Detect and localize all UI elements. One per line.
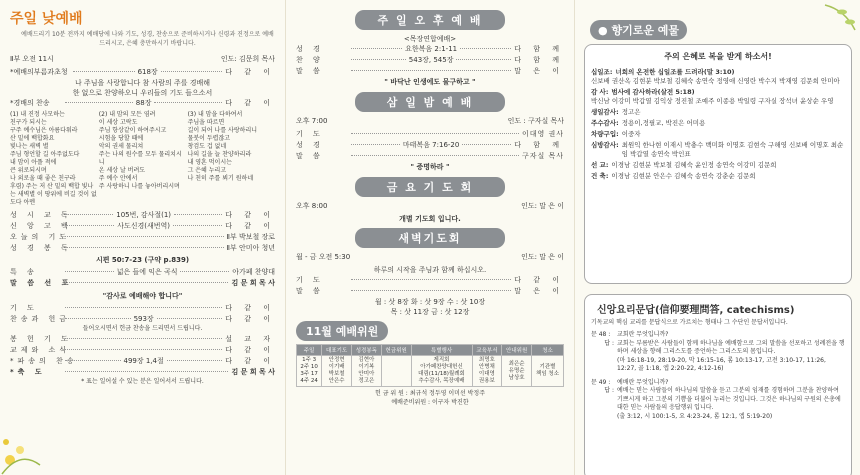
- order-row: [10, 314, 275, 325]
- offering-kind: 감 사:: [591, 88, 609, 96]
- catechism-reference: [591, 413, 845, 422]
- order-row: [10, 367, 275, 378]
- order-row: [296, 44, 564, 55]
- offerings-heading: 주의 은혜로 복을 받게 하소서!: [664, 52, 772, 61]
- committee-header: 대표기도: [322, 345, 352, 356]
- scripture-reference: 시편 50:7-23 (구약 p.839): [95, 256, 190, 264]
- committee-cell: 김현아 이기복 안미아 정고은: [351, 356, 381, 387]
- order-label: 말 씀 선 포: [10, 279, 73, 287]
- order-label: 성 경: [296, 45, 324, 53]
- dawn-prayer-banner: 새벽기도회: [355, 228, 505, 248]
- afternoon-sermon-title: " 바닥난 인생에도 물구하고 ": [384, 78, 476, 86]
- order-who: 다 함 께: [514, 141, 564, 149]
- order-detail: 요한복음 2:1-11: [405, 45, 458, 53]
- order-row: [10, 278, 275, 289]
- order-label: 신 앙 고 백: [10, 222, 72, 230]
- order-label: 특 송: [10, 268, 38, 276]
- wednesday-leader: 인도 : 구자실 목사: [507, 117, 564, 125]
- offering-kind: 생일감사:: [591, 108, 619, 116]
- order-row: [296, 151, 564, 162]
- question-text: 교회란 무엇입니까?: [617, 331, 669, 338]
- catechism-question: [591, 379, 845, 388]
- catechism-answer: [591, 340, 845, 357]
- order-row: [296, 55, 564, 66]
- order-label: 말 씀: [296, 287, 324, 295]
- catechism-reference: [591, 357, 845, 374]
- offering-names: 이중자: [621, 130, 641, 138]
- order-label: 찬 양: [296, 56, 324, 64]
- order-label: 성 경: [296, 141, 324, 149]
- order-label: 기 도: [296, 276, 324, 284]
- offering-verse: 너희의 온전한 십일조를 드려라(말 3:10): [615, 68, 735, 76]
- morning-meta: [10, 54, 275, 64]
- standing-footnote: * 표는 일어설 수 있는 분은 일어서서 드립니다.: [81, 377, 204, 385]
- dawn-meta: [296, 252, 564, 262]
- hymn-lyrics: [10, 111, 275, 207]
- committee-header: 안내위원: [502, 345, 532, 356]
- catechism-title: 신앙요리문답(信仰要理問答, catechisms): [597, 305, 795, 316]
- offerings-panel: [578, 0, 860, 475]
- order-who: 다 같 이: [225, 315, 275, 323]
- offering-kind: 십일조:: [591, 68, 613, 76]
- offering-names: 정고은: [621, 108, 641, 116]
- wednesday-time: 오후 7:00: [296, 117, 328, 125]
- dawn-note: 하루의 시작을 주님과 함께 하십시오.: [373, 266, 487, 274]
- offering-row: [591, 141, 845, 159]
- order-row: [296, 286, 564, 297]
- order-detail: 543장, 545장: [408, 56, 454, 64]
- answer-text: 교회는 부름받은 사람들이 함께 하나님을 예배함으로 그의 말씀을 선포하고 성례전을 행하며 세상을 향해 그리스도를 증언하는 그리스도의 몸입니다.: [617, 339, 845, 355]
- order-who: 다 함 께: [514, 45, 565, 53]
- reference-text: (출 3:12, 시 100:1-5, 요 4:23-24, 롬 12:1, 엡 5:19-20): [617, 412, 773, 420]
- leaf-decoration-icon: [820, 0, 860, 40]
- wednesday-sermon-title: " 증명하라 ": [410, 163, 450, 171]
- call-text-1: 나 주님을 사랑합니다 참 사람의 주를 경배해: [74, 79, 211, 87]
- offering-row: [591, 172, 845, 181]
- service-time: Ⅱ부 오전 11시: [10, 55, 54, 63]
- answer-label: 답 :: [604, 387, 614, 394]
- order-who: 김 문 희 목 사: [231, 367, 275, 376]
- hymn-verse-1: (1) 내 진정 사모하는 친구가 되시는 구주 예수님은 아름다워라 산 밑에 백합화요 빛나는 새벽 별 주님 형언할 길 아주없도다 내 맘이 아플 적에 큰 위로되시며 나 외로울 때 좋은 친구라 후렴) 주는 저 산 밑의 백합 빛나는 새벽별 이 땅위에 비길 것이 없도다 아멘: [10, 111, 97, 206]
- offering-note: 들어오시면서 헌금 찬송을 드리면서 드립니다.: [82, 325, 203, 332]
- answer-label: 답 :: [604, 339, 614, 347]
- order-label: 성 경 봉 독: [10, 244, 72, 252]
- call-text-2: 한 없으로 찬양하오니 우리들의 기도 들으소서: [72, 89, 213, 97]
- order-who: 다 같 이: [225, 222, 276, 230]
- committee-header: 교육부서: [472, 345, 502, 356]
- order-detail: 넓은 들에 익은 곡식: [116, 268, 178, 276]
- question-text: 예배란 무엇입니까?: [617, 378, 669, 386]
- morning-intro: 예배드리기 10분 전까지 예배당에 나와 기도, 성경, 찬송으로 준비하시거나 신령과 진정으로 예배드리시고, 은혜 충만하시기 바랍니다.: [21, 31, 274, 47]
- catechism-box: [584, 294, 852, 475]
- committee-cell: 안정현 이기배 박보철 안은수: [322, 356, 352, 387]
- order-row: [296, 129, 564, 140]
- friday-prayer-banner: 금 요 기 도 회: [355, 177, 505, 197]
- table-row: [297, 356, 564, 387]
- question-number: 문 48 :: [591, 331, 611, 338]
- service-leader: 인도: 김문희 목사: [220, 55, 275, 63]
- offering-names: 신보배 권산옥 김현분 박보철 김혜숙 송연숙 정영애 신영란 박수지 박재영 김문희 안미아: [591, 77, 840, 85]
- panel-divider: [574, 0, 575, 475]
- friday-note: 개별 기도회 입니다.: [399, 215, 461, 223]
- order-row: [10, 267, 275, 278]
- order-label: 찬송과 헌금: [10, 315, 71, 323]
- committee-cell: 제직회 아가페찬양대헌신 대림(11/18)월례회 추수감사, 목장예배: [411, 356, 472, 387]
- order-who: 다 같 이: [225, 68, 275, 76]
- order-who: 구자실 목사: [521, 152, 564, 160]
- offering-kind: 건 축:: [591, 172, 609, 180]
- catechism-question: [591, 331, 845, 340]
- committee-header: 주일: [297, 345, 322, 356]
- order-row: [10, 303, 275, 314]
- order-who: 다 같 이: [225, 304, 275, 312]
- committee-cell: [381, 356, 411, 387]
- offering-verse: 범사에 감사하라(살전 5:18): [611, 88, 695, 96]
- offering-row: [591, 161, 845, 170]
- order-label: *예배의부름과초청: [10, 68, 68, 76]
- order-who: 다 같 이: [514, 276, 564, 284]
- order-row: [10, 356, 275, 367]
- order-label: 오늘의 기도: [10, 233, 71, 241]
- afternoon-service-banner: 주 일 오 후 예 배: [355, 10, 505, 30]
- order-label: 말 씀: [296, 67, 324, 75]
- friday-meta: [296, 201, 564, 211]
- hymn-verse-2: (2) 내 맘의 모든 염려 이 세상 고락도 주님 항상같이 하여주시고 시험을 당할 때에 악의 권세 물리쳐 주는 나의 원수를 모두 물리치시니 온 세상 날 버려도 주 예수 안에서 주 사랑하니 나를 놓아버리시며: [98, 111, 182, 190]
- panel-divider: [285, 0, 286, 475]
- flower-decoration-icon: [0, 410, 60, 475]
- offerings-title: [590, 20, 687, 40]
- order-row: [296, 66, 564, 77]
- offerings-box: [584, 44, 852, 284]
- catechism-answer: [591, 387, 845, 413]
- offerings-title-text: 향기로운 예물: [611, 24, 680, 37]
- order-who: 설 교 자: [225, 334, 275, 343]
- other-services-panel: [290, 0, 570, 475]
- offering-row: [591, 88, 845, 97]
- order-row: [10, 210, 275, 221]
- order-who: 이대영 권사: [521, 130, 564, 138]
- order-label: *축 도: [10, 367, 46, 376]
- sermon-title: "감사로 예배해야 합니다": [102, 292, 183, 300]
- afternoon-subtitle: <목장연합예배>: [403, 35, 457, 43]
- order-label: 봉 헌 기 도: [10, 334, 72, 343]
- question-number: 문 49 :: [591, 378, 611, 386]
- order-row: [10, 334, 275, 345]
- order-who: 김 문 희 목 사: [231, 279, 275, 287]
- offering-kind: 차량구입:: [591, 130, 619, 138]
- offering-names: 정용이,정필교, 박진은 어미용: [621, 119, 706, 127]
- order-detail: 88장: [135, 99, 152, 107]
- committee-cell: 기관별 책임 청소: [532, 356, 564, 387]
- hymn-verse-3: (3) 내 맘을 다하여서 주님을 따르면 길이 되어 나를 사랑하리니 물붓이 두렵잖고 창검도 겁 없네 나의 길을 늘 찬양하리라 내 영혼 먹이시는 그 은혜 누리고 나 친히 주를 뵈기 원하네: [187, 111, 258, 182]
- offering-kind: 심방감사:: [591, 141, 619, 149]
- order-detail: 마태복음 7:16-20: [402, 141, 460, 149]
- order-who: 다 함 께: [514, 56, 565, 64]
- friday-leader: 인도: 말 은 이: [521, 202, 564, 210]
- order-who: 말 은 이: [514, 287, 564, 295]
- order-label: *파송의 찬송: [10, 356, 78, 365]
- order-row: [10, 98, 275, 109]
- offering-row: [591, 119, 845, 128]
- order-row: [10, 232, 275, 243]
- offering-names: 박신남 이강미 박갑열 김익상 정진철 조예주 이종용 박일령 구자실 장석녀 윤상순 우영: [591, 97, 834, 105]
- dawn-leader: 인도: 말 은 이: [521, 253, 564, 261]
- order-who: 다 같 이: [225, 99, 276, 107]
- offering-row: [591, 68, 845, 77]
- order-detail: 593장: [133, 315, 154, 323]
- order-label: 성 시 교 독: [10, 211, 72, 219]
- dawn-schedule-2: 목 : 삿 11장 금 : 삿 12장: [390, 308, 470, 316]
- morning-worship-title: 주일 낮예배: [10, 11, 83, 27]
- worship-committee-title: 11월 예배위원: [296, 321, 388, 341]
- offering-row: [591, 108, 845, 117]
- order-who: 다 같 이: [225, 211, 275, 219]
- offering-names: 이경남 김현분 안은수 김혜숙 송연숙 강춘순 김문희: [611, 172, 756, 180]
- offering-kind: 선 교:: [591, 161, 609, 169]
- order-who: Ⅱ부 박보철 장로: [226, 233, 275, 241]
- order-who: 말 은 이: [514, 67, 564, 75]
- wednesday-meta: [296, 116, 564, 126]
- offering-kind: 주수감사:: [591, 119, 619, 127]
- order-label: 말 씀: [296, 152, 324, 160]
- committee-cell: 최은순 유명순 남상호: [502, 356, 532, 387]
- order-label: 기 도: [296, 130, 324, 138]
- friday-time: 오후 8:00: [296, 202, 328, 210]
- order-label: 기 도: [10, 304, 38, 312]
- committee-footer: 헌 금 위 원 : 최규석 정두영 이미선 박정주 예배준비위원 : 이구자 박진한: [374, 390, 486, 406]
- order-row: [10, 67, 275, 78]
- order-row: [10, 221, 275, 232]
- order-row: [10, 345, 275, 356]
- committee-header: 헌금위원: [381, 345, 411, 356]
- order-row: [296, 140, 564, 151]
- order-detail: 618장: [137, 68, 158, 76]
- reference-text: (마 16:18-19, 28:19-20, 막 16:15-16, 롬 10:13-17, 고전 3:10-17, 11:26, 12:27, 골 1:18, 엡 2:20-22, 4:12-16): [617, 356, 826, 372]
- order-who: 다 같 이: [225, 345, 275, 354]
- order-label: 교제와 소식: [10, 345, 71, 354]
- dawn-time: 월 - 금 오전 5:30: [296, 253, 351, 261]
- committee-header: 특별행사: [411, 345, 472, 356]
- offering-row: [591, 130, 845, 139]
- catechism-intro: 기독교의 핵심 교리를 문답식으로 가르치는 형태나 그 수단인 문답서입니다.: [591, 319, 788, 326]
- order-detail: 105번, 감사절(1): [116, 211, 172, 219]
- order-row: [10, 243, 275, 254]
- dawn-schedule-1: 월 : 삿 8장 화 : 삿 9장 수 : 삿 10장: [374, 298, 486, 306]
- committee-header: 청소: [532, 345, 564, 356]
- offering-names: 이경남 김현분 박보철 김혜숙 윤인정 송연숙 이강미 김문희: [611, 161, 777, 169]
- wednesday-service-banner: 삼 일 밤 예 배: [355, 92, 505, 112]
- order-who: Ⅱ부 안미아 청년: [226, 244, 275, 252]
- committee-cell: 최명호 안병채 이대영 권용보: [472, 356, 502, 387]
- order-detail: 499장 1,4절: [123, 356, 164, 365]
- order-detail: 사도신경(새번역): [117, 222, 171, 230]
- offering-names: 최원익 한나현 이재시 박충수 백미화 이명호 김현숙 구해영 신보배 이명호 최순임 박갑열 송연숙 박인표: [621, 141, 844, 158]
- committee-cell: 1주 3 2주 10 3주 17 4주 24: [297, 356, 322, 387]
- flower-bullet-icon: ●: [598, 24, 612, 37]
- morning-worship-panel: [0, 0, 283, 475]
- order-who: 다 같 이: [225, 356, 275, 365]
- order-who: 아가페 찬양대: [232, 268, 275, 276]
- committee-header: 성경봉독: [351, 345, 381, 356]
- order-label: *경배의 찬송: [10, 99, 50, 107]
- answer-text: 예배는 믿는 사람들이 하나님의 말씀을 듣고 그분의 임재를 경험하며 그분을 찬양하여 기쁘시게 하고 그분의 기쁨을 더불어 누리는 것입니다. 그것은 하나님의 구원의 은총에 대한 믿는 사람들의 응답행위 입니다.: [617, 387, 841, 411]
- order-row: [296, 275, 564, 286]
- worship-committee-table: [296, 344, 564, 387]
